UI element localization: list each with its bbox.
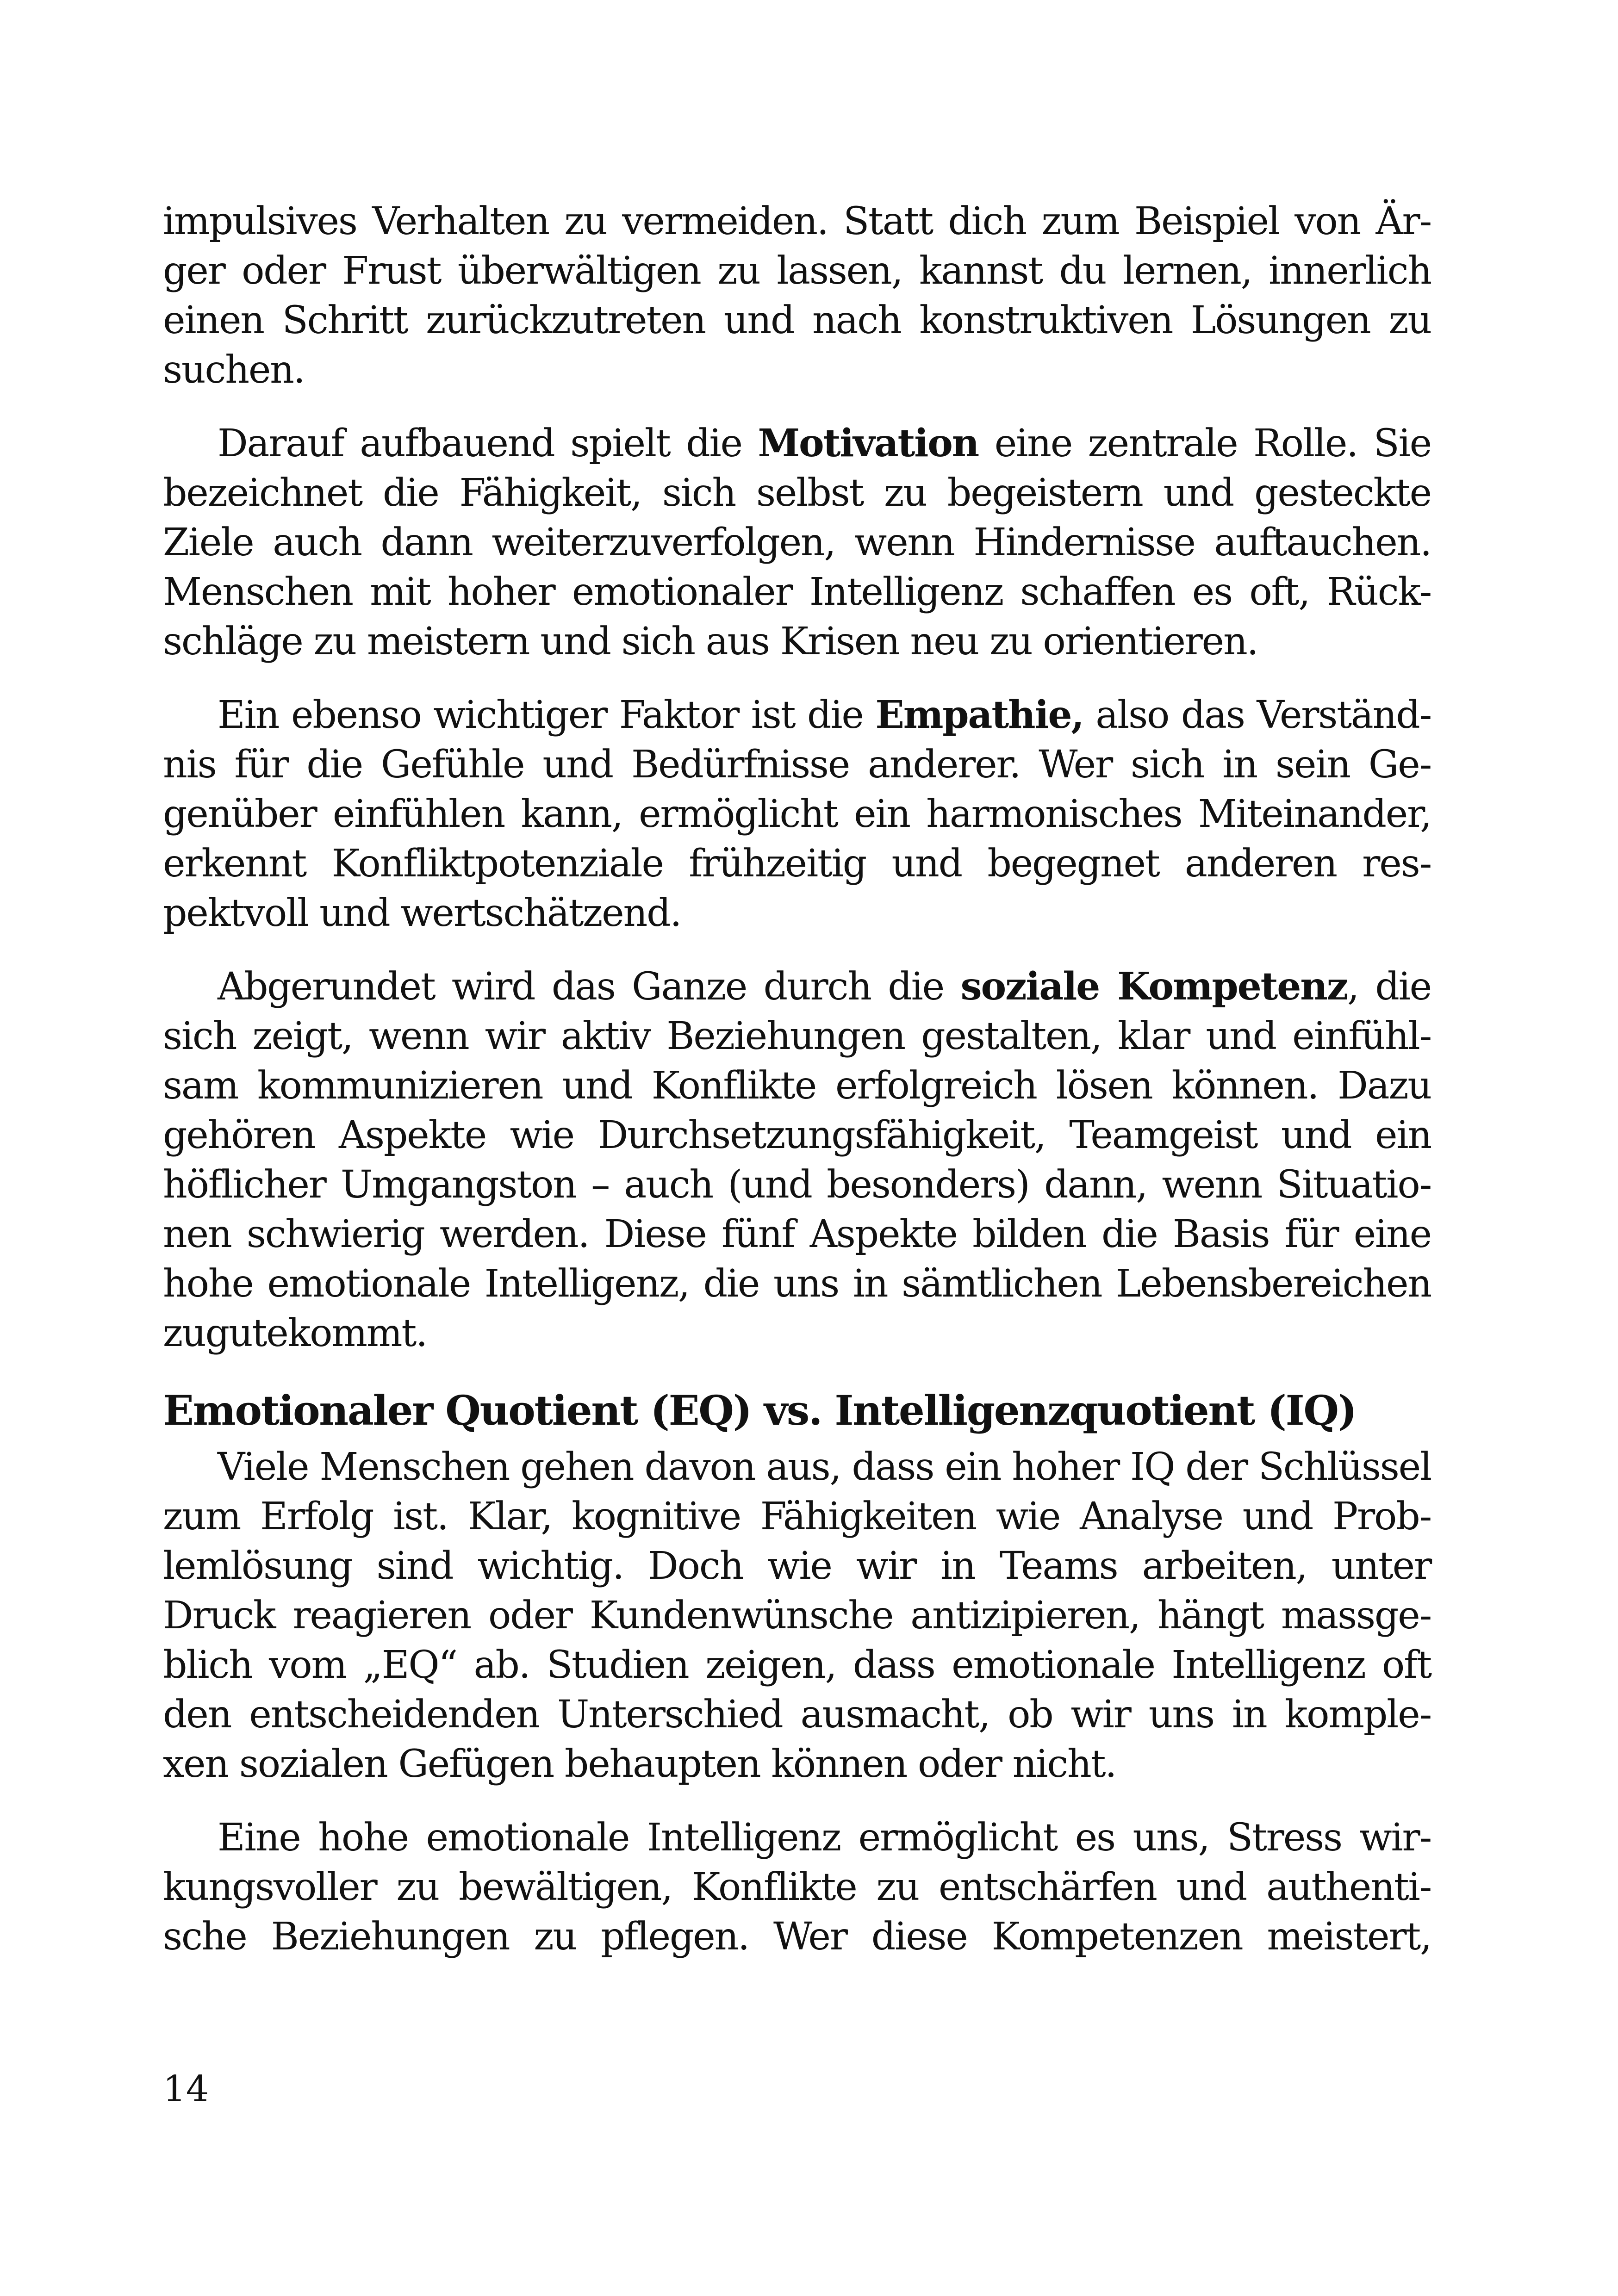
text-line: sche Beziehungen zu pflegen. Wer diese Kompetenzen meistert, [163,1915,1431,1959]
text-run: eine zentrale Rolle. Sie [978,422,1431,465]
page-body [163,197,1431,1986]
text-line: schläge zu meistern und sich aus Krisen neu zu orientieren. [163,620,1258,664]
text-line: hohe emotionale Intelligenz, die uns in sämtlichen Lebensbereichen [163,1262,1431,1306]
text-line: Viele Menschen gehen davon aus, dass ein hoher IQ der Schlüssel [218,1445,1431,1489]
text-line: impulsives Verhalten zu vermeiden. Statt dich zum Beispiel von Är- [163,199,1431,243]
text-line: lemlösung sind wichtig. Doch wie wir in Teams arbeiten, unter [163,1544,1431,1588]
paragraph-impulse-control [163,197,1431,395]
text-line: nis für die Gefühle und Bedürfnisse anderer. Wer sich in sein Ge- [163,743,1431,787]
text-run: also das Verständ- [1083,693,1431,737]
text-line: zum Erfolg ist. Klar, kognitive Fähigkeiten wie Analyse und Prob- [163,1495,1431,1539]
term-motivation: Motivation [758,421,979,465]
text-line: den entscheidenden Unterschied ausmacht, ob wir uns in komple- [163,1693,1431,1737]
paragraph-eq-vs-iq [163,1442,1431,1789]
text-line: kungsvoller zu bewältigen, Konflikte zu entschärfen und authenti- [163,1865,1431,1909]
paragraph-social-competence [163,962,1431,1358]
paragraph-empathy [163,690,1431,938]
text-line: suchen. [163,348,305,392]
text-line: sam kommunizieren und Konflikte erfolgreich lösen können. Dazu [163,1064,1431,1108]
text-line: Ziele auch dann weiterzuverfolgen, wenn Hindernisse auftauchen. [163,521,1431,565]
text-run: Ein ebenso wichtiger Faktor ist die [218,693,876,737]
text-line: Menschen mit hoher emotionaler Intelligenz schaffen es oft, Rück- [163,570,1431,614]
text-line: gehören Aspekte wie Durchsetzungsfähigkeit, Teamgeist und ein [163,1113,1431,1157]
text-line: sich zeigt, wenn wir aktiv Beziehungen gestalten, klar und einfühl- [163,1014,1431,1058]
text-run: Abgerundet wird das Ganze durch die [218,965,961,1009]
page-number: 14 [163,2068,209,2110]
paragraph-motivation [163,419,1431,666]
text-line: genüber einfühlen kann, ermöglicht ein harmonisches Miteinander, [163,792,1431,836]
text-line: Eine hohe emotionale Intelligenz ermöglicht es uns, Stress wir- [218,1816,1431,1860]
text-line: Druck reagieren oder Kundenwünsche antizipieren, hängt massge- [163,1594,1431,1638]
term-soziale-kompetenz: soziale Kompetenz [960,964,1347,1009]
text-line: zugutekommt. [163,1311,427,1355]
paragraph-high-eq-benefits [163,1813,1431,1961]
text-line: erkennt Konfliktpotenziale frühzeitig und begegnet anderen res- [163,842,1431,886]
text-line: blich vom „EQ“ ab. Studien zeigen, dass emotionale Intelligenz oft [163,1643,1431,1687]
text-line [163,962,1431,1011]
text-line [163,419,1431,468]
text-run: , die [1347,965,1431,1009]
section-heading: Emotionaler Quotient (EQ) vs. Intelligenzquotient (IQ) [163,1386,1356,1434]
text-line: einen Schritt zurückzutreten und nach konstruktiven Lösungen zu [163,298,1431,342]
text-line: ger oder Frust überwältigen zu lassen, kannst du lernen, innerlich [163,249,1431,293]
term-empathie: Empathie, [875,693,1083,737]
text-line: bezeichnet die Fähigkeit, sich selbst zu begeistern und gesteckte [163,471,1431,515]
text-line: höflicher Umgangston – auch (und besonders) dann, wenn Situatio- [163,1163,1431,1207]
text-line [163,690,1431,740]
text-line: pektvoll und wertschätzend. [163,891,681,935]
text-run: Darauf aufbauend spielt die [218,422,758,465]
text-line: xen sozialen Gefügen behaupten können oder nicht. [163,1742,1116,1786]
text-line: nen schwierig werden. Diese fünf Aspekte bilden die Basis für eine [163,1212,1431,1256]
